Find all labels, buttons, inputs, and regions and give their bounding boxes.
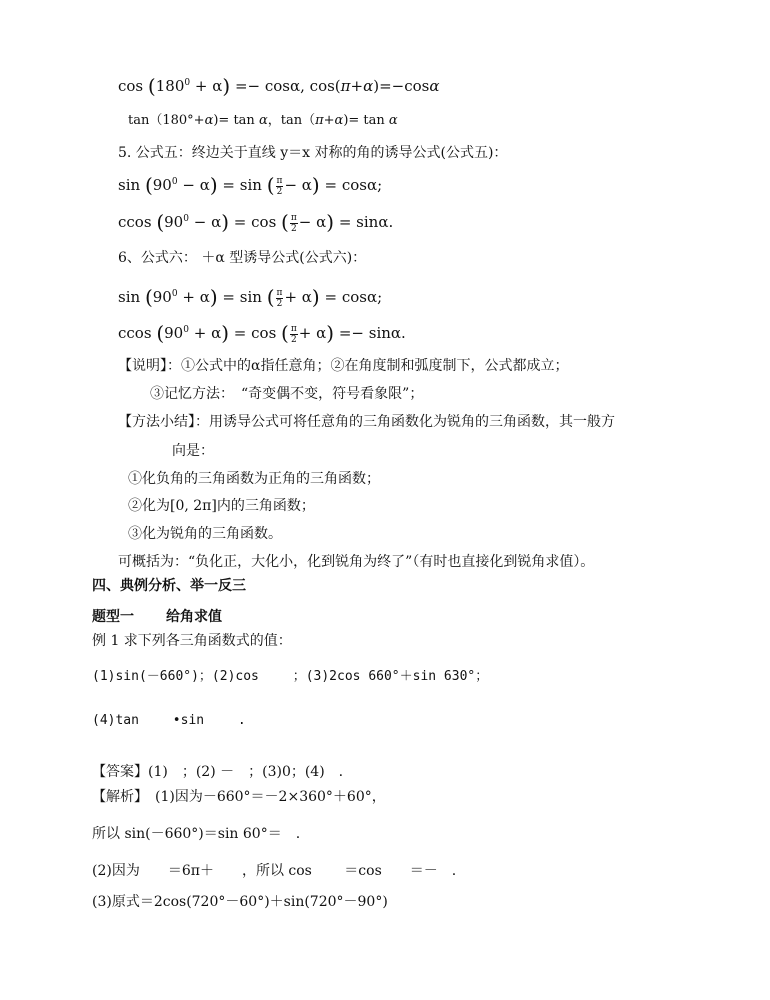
answer-line: 【答案】(1) ；(2) － ；(3)0；(4) .: [92, 764, 344, 780]
method-step-1: ①化负角的三角函数为正角的三角函数；: [128, 471, 380, 487]
analysis-line-1: 【解析】 (1)因为－660°＝－2×360°＋60°，: [92, 789, 386, 805]
formula-cos-90-plus-alpha: ccos $(90^0 + \alpha) = \cos$ ( $\frac{\pi}{2}$ + α) =− sinα.: [118, 321, 406, 345]
note-memory-method: ③记忆方法： “奇变偶不变，符号看象限”；: [150, 386, 424, 402]
formula-sin-90-minus-alpha: $\sin (90^0 - \alpha) = \sin$ ( $\frac{\pi}{2}$ − α) = cosα;: [118, 173, 383, 197]
method-summary: 【方法小结】：用诱导公式可将任意角的三角函数化为锐角的三角函数，其一般方: [118, 414, 615, 430]
section-heading-examples: 四、典例分析、举一反三: [92, 578, 246, 594]
method-step-3: ③化为锐角的三角函数。: [128, 526, 282, 542]
example-1-items-a: (1)sin(－660°)；(2)cos ；(3)2cos 660°＋sin 630°；: [92, 669, 489, 684]
formula-five-heading: 5. 公式五：终边关于直线 y＝x 对称的角的诱导公式(公式五)：: [118, 145, 508, 161]
formula-cos-90-minus-alpha: ccos $(90^0 - \alpha) = \cos$ ( $\frac{\pi}{2}$ − α) = sinα.: [118, 210, 394, 234]
method-summary-cont: 向是：: [172, 443, 214, 459]
note-explanation: 【说明】：①公式中的α指任意角；②在角度制和弧度制下，公式都成立；: [118, 358, 569, 374]
method-step-2: ②化为[0, 2π]内的三角函数；: [128, 498, 315, 514]
method-summary-phrase: 可概括为：“负化正，大化小，化到锐角为终了”（有时也直接化到锐角求值）。: [118, 554, 595, 570]
formula-cos-180-plus-alpha: $\cos (180^0 + \alpha) =- \cos\alpha$, cos(π+α)=−cosα: [118, 74, 440, 98]
formula-tan-180-plus-alpha: tan（180°+α)= tan α，tan（π+α)= tan α: [128, 113, 398, 128]
example-1-prompt: 例 1 求下列各三角函数式的值：: [92, 633, 292, 649]
analysis-line-3: (2)因为 ＝6π＋ ，所以 cos ＝cos ＝－ .: [92, 863, 457, 879]
question-type-heading: 题型一 给角求值: [92, 609, 222, 625]
formula-sin-90-plus-alpha: $\sin (90^0 + \alpha) = \sin$ ( $\frac{\pi}{2}$ + α) = cosα;: [118, 285, 383, 309]
example-1-items-b: (4)tan •sin .: [92, 713, 246, 728]
formula-six-heading: 6、公式六： ＋α 型诱导公式(公式六)：: [118, 250, 367, 266]
analysis-line-2: 所以 sin(－660°)＝sin 60°＝ .: [92, 826, 301, 842]
analysis-line-4: (3)原式＝2cos(720°－60°)＋sin(720°－90°): [92, 894, 388, 910]
